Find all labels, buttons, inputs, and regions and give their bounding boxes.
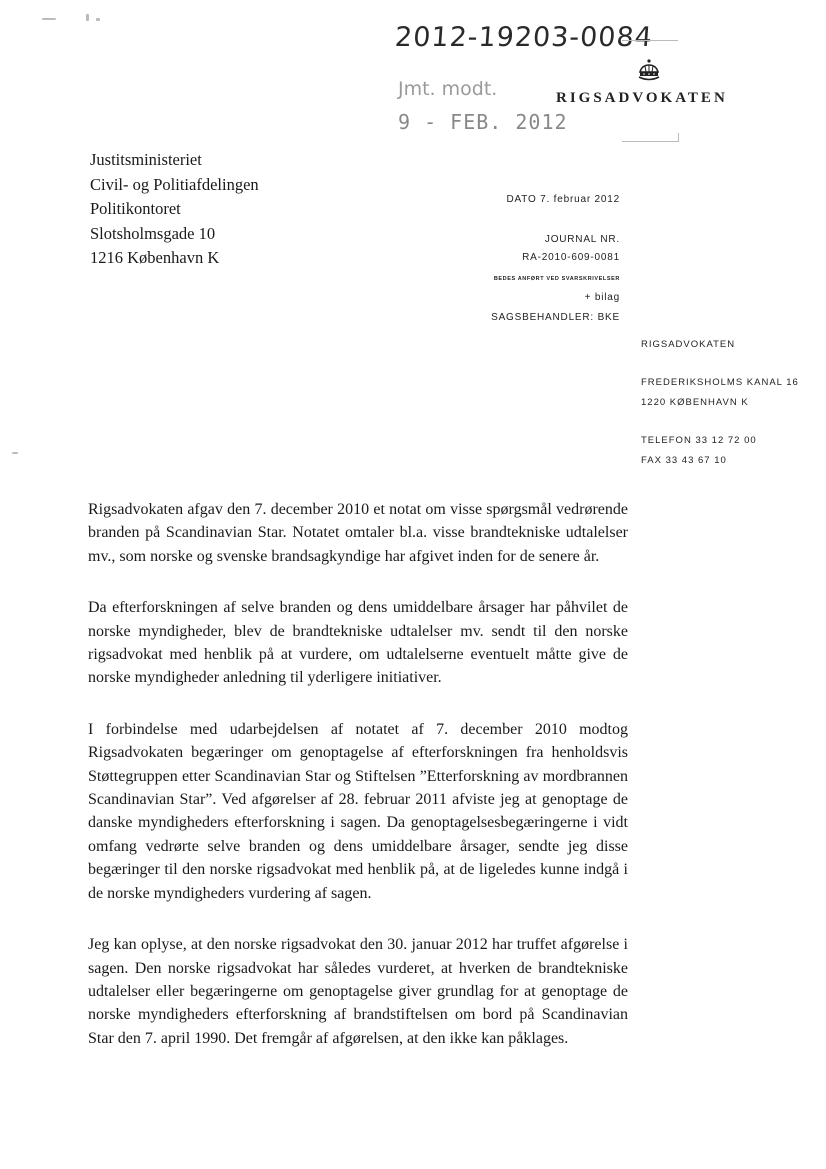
received-stamp-label: Jmt. modt. — [398, 78, 498, 100]
letter-body — [88, 498, 628, 1078]
sender-name: RIGSADVOKATEN — [641, 339, 736, 350]
body-paragraph: Jeg kan oplyse, at den norske rigsadvokat den 30. januar 2012 har truffet afgørelse i sagen. Den norske rigsadvokat har således vurderet, at hverken de brandtekniske udtalelser eller begæringerne om genoptagelse giver grundlag for at genoptage de norske myndigheders efterforskning af brandstiftelsen om bord på Scandinavian Star den 7. april 1990. Det fremgår af afgørelsen, at den ikke kan påklages. — [88, 936, 628, 1047]
body-paragraph: Da efterforskningen af selve branden og dens umiddelbare årsager har påhvilet de norske myndigheder, blev de brandtekniske udtalelser mv. sendt til den norske rigsadvokat med henblik på at vurdere, om udtalelserne eventuelt måtte give de norske myndigheder anledning til yderligere initiativer. — [88, 599, 628, 687]
scan-speck — [96, 18, 100, 21]
scan-speck — [42, 18, 56, 20]
sender-fax: FAX 33 43 67 10 — [641, 455, 727, 466]
bracket-top — [622, 40, 678, 49]
body-paragraph: Rigsadvokaten afgav den 7. december 2010 et notat om visse spørgsmål vedrørende branden på Scandinavian Star. Notatet omtaler bl.a. visse brandtekniske udtalelser mv., som norske og svenske brandsagkyndige har afgivet inden for de senere år. — [88, 501, 628, 565]
scan-speck — [12, 452, 18, 454]
recipient-address — [90, 148, 259, 271]
received-stamp-date: 9 - FEB. 2012 — [398, 110, 568, 134]
recipient-line: Slotsholmsgade 10 — [90, 223, 216, 243]
scan-speck — [86, 14, 89, 21]
journal-label: JOURNAL NR. — [544, 234, 620, 245]
letter-date: DATO 7. februar 2012 — [506, 194, 620, 205]
handwritten-journal-number: 2012-19203-0084 — [393, 22, 654, 53]
crown-icon — [636, 58, 662, 84]
reply-note: BEDES ANFØRT VED SVARSKRIVELSER — [493, 276, 620, 282]
journal-number: RA-2010-609-0081 — [522, 252, 620, 263]
sender-city: 1220 KØBENHAVN K — [641, 397, 749, 408]
sender-phone: TELEFON 33 12 72 00 — [641, 435, 757, 446]
bracket-bottom — [622, 133, 679, 142]
attachment-note: + bilag — [584, 292, 620, 303]
recipient-line: Justitsministeriet — [90, 150, 202, 169]
body-paragraph: I forbindelse med udarbejdelsen af notatet af 7. december 2010 modtog Rigsadvokaten begæringer om genoptagelse af efterforskningen fra henholdsvis Støttegruppen etter Scandinavian Star og Stiftelsen ”Etterforskning av mordbrannen Scandinavian Star”. Ved afgørelser af 28. februar 2011 afviste jeg at genoptage de danske myndigheders efterforskning i sagen. Da genoptagelsesbegæringerne i vidt omfang vedrørte selve branden og dens umiddelbare årsager, sendte jeg disse begæringer til den norske rigsadvokat med henblik på, at de ligeledes kunne indgå i de norske myndigheders vurdering af sagen. — [88, 720, 628, 902]
org-name: RIGSADVOKATEN — [556, 90, 728, 106]
recipient-line: 1216 København K — [90, 248, 220, 267]
recipient-line: Civil- og Politiafdelingen — [90, 174, 259, 194]
recipient-line: Politikontoret — [90, 199, 181, 218]
sender-street: FREDERIKSHOLMS KANAL 16 — [641, 377, 799, 388]
case-officer: SAGSBEHANDLER: BKE — [491, 312, 620, 323]
